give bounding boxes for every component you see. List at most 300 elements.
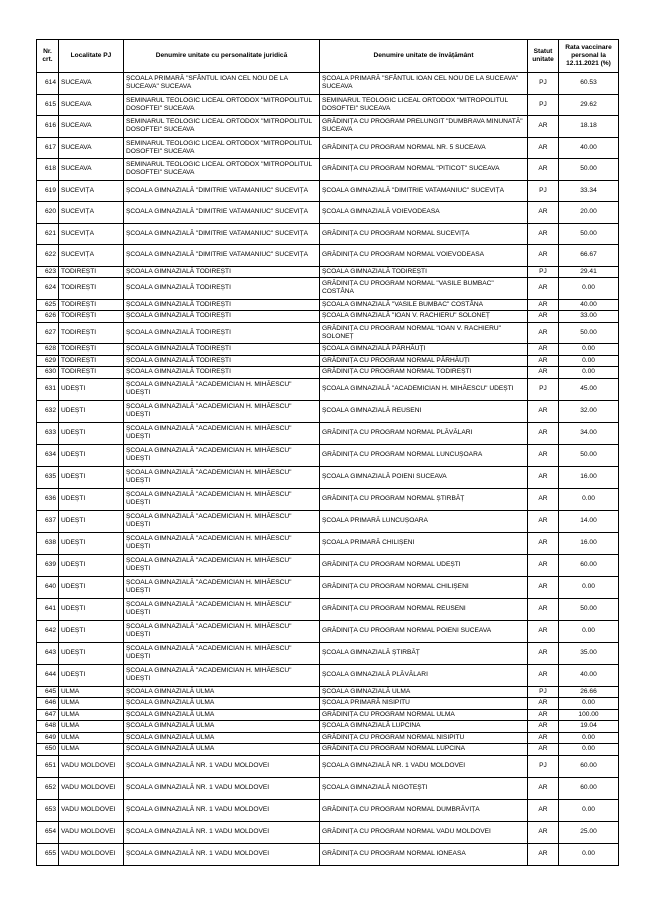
cell-nr: 615	[37, 94, 59, 116]
cell-rata: 0.00	[559, 355, 619, 367]
table-row	[37, 532, 619, 554]
cell-nr: 655	[37, 843, 59, 865]
cell-rata: 0.00	[559, 698, 619, 710]
cell-denumire-pj: ȘCOALA GIMNAZIALĂ ULMA	[124, 732, 320, 744]
cell-denumire-unitate: GRĂDINIȚA CU PROGRAM NORMAL IONEASA	[320, 843, 528, 865]
cell-localitate: TODIREȘTI	[59, 278, 124, 300]
cell-rata: 0.00	[559, 799, 619, 821]
cell-localitate: SUCEAVA	[59, 94, 124, 116]
cell-statut: AR	[528, 510, 559, 532]
cell-rata: 0.00	[559, 344, 619, 356]
cell-denumire-pj: ȘCOALA GIMNAZIALĂ "ACADEMICIAN H. MIHĂESCU" UDEȘTI	[124, 466, 320, 488]
cell-rata: 14.00	[559, 510, 619, 532]
table-row	[37, 422, 619, 444]
cell-denumire-unitate: ȘCOALA GIMNAZIALĂ ULMA	[320, 686, 528, 698]
cell-statut: AR	[528, 355, 559, 367]
cell-denumire-unitate: ȘCOALA GIMNAZIALĂ TODIREȘTI	[320, 266, 528, 278]
cell-statut: AR	[528, 444, 559, 466]
cell-rata: 40.00	[559, 299, 619, 311]
cell-denumire-unitate: ȘCOALA GIMNAZIALĂ LUPCINA	[320, 721, 528, 733]
cell-denumire-pj: ȘCOALA GIMNAZIALĂ NR. 1 VADU MOLDOVEI	[124, 843, 320, 865]
cell-nr: 647	[37, 709, 59, 721]
header-statut: Statut unitate	[528, 40, 559, 73]
cell-denumire-unitate: GRĂDINIȚA CU PROGRAM NORMAL NR. 5 SUCEAVA	[320, 137, 528, 159]
cell-denumire-unitate: GRĂDINIȚA CU PROGRAM NORMAL PĂRHĂUȚI	[320, 355, 528, 367]
table-row	[37, 709, 619, 721]
cell-denumire-unitate: GRĂDINIȚA CU PROGRAM NORMAL UDEȘTI	[320, 554, 528, 576]
cell-statut: AR	[528, 400, 559, 422]
table-body	[37, 73, 619, 866]
header-denumire-pj: Denumire unitate cu personalitate juridică	[124, 40, 320, 73]
cell-denumire-pj: ȘCOALA GIMNAZIALĂ "ACADEMICIAN H. MIHĂESCU" UDEȘTI	[124, 510, 320, 532]
cell-statut: PJ	[528, 378, 559, 400]
cell-rata: 50.00	[559, 322, 619, 344]
cell-nr: 630	[37, 367, 59, 379]
cell-nr: 636	[37, 488, 59, 510]
cell-nr: 627	[37, 322, 59, 344]
cell-nr: 639	[37, 554, 59, 576]
cell-nr: 614	[37, 73, 59, 95]
table-row	[37, 744, 619, 756]
cell-statut: AR	[528, 322, 559, 344]
cell-localitate: UDEȘTI	[59, 642, 124, 664]
cell-nr: 649	[37, 732, 59, 744]
cell-rata: 100.00	[559, 709, 619, 721]
table-row	[37, 664, 619, 686]
cell-nr: 621	[37, 223, 59, 245]
cell-nr: 616	[37, 116, 59, 138]
cell-statut: PJ	[528, 73, 559, 95]
cell-denumire-pj: ȘCOALA GIMNAZIALĂ "ACADEMICIAN H. MIHĂESCU" UDEȘTI	[124, 378, 320, 400]
table-row	[37, 732, 619, 744]
cell-statut: AR	[528, 598, 559, 620]
cell-nr: 634	[37, 444, 59, 466]
cell-localitate: UDEȘTI	[59, 554, 124, 576]
cell-localitate: UDEȘTI	[59, 576, 124, 598]
header-localitate: Localitate PJ	[59, 40, 124, 73]
cell-localitate: SUCEAVA	[59, 73, 124, 95]
cell-denumire-unitate: GRĂDINIȚA CU PROGRAM NORMAL REUSENI	[320, 598, 528, 620]
cell-denumire-pj: ȘCOALA GIMNAZIALĂ NR. 1 VADU MOLDOVEI	[124, 799, 320, 821]
cell-statut: AR	[528, 554, 559, 576]
table-row	[37, 510, 619, 532]
cell-statut: AR	[528, 664, 559, 686]
cell-denumire-pj: ȘCOALA GIMNAZIALĂ "ACADEMICIAN H. MIHĂESCU" UDEȘTI	[124, 642, 320, 664]
cell-statut: AR	[528, 721, 559, 733]
cell-nr: 651	[37, 755, 59, 777]
cell-nr: 619	[37, 180, 59, 202]
cell-rata: 0.00	[559, 278, 619, 300]
cell-rata: 33.34	[559, 180, 619, 202]
cell-localitate: VADU MOLDOVEI	[59, 821, 124, 843]
cell-statut: AR	[528, 116, 559, 138]
vaccination-table	[36, 39, 619, 866]
cell-localitate: SUCEVIȚA	[59, 245, 124, 267]
cell-localitate: ULMA	[59, 744, 124, 756]
cell-localitate: SUCEAVA	[59, 116, 124, 138]
cell-denumire-unitate: ȘCOALA GIMNAZIALĂ "IOAN V. RACHIERU" SOLONEȚ	[320, 311, 528, 323]
cell-denumire-pj: ȘCOALA GIMNAZIALĂ "DIMITRIE VATAMANIUC" SUCEVIȚA	[124, 245, 320, 267]
cell-statut: PJ	[528, 180, 559, 202]
cell-denumire-unitate: GRĂDINIȚA CU PROGRAM NORMAL SUCEVIȚA	[320, 223, 528, 245]
cell-nr: 626	[37, 311, 59, 323]
table-row	[37, 245, 619, 267]
cell-localitate: SUCEVIȚA	[59, 223, 124, 245]
cell-rata: 40.00	[559, 137, 619, 159]
cell-localitate: ULMA	[59, 698, 124, 710]
cell-denumire-pj: ȘCOALA GIMNAZIALĂ ULMA	[124, 744, 320, 756]
cell-rata: 33.00	[559, 311, 619, 323]
cell-denumire-unitate: GRĂDINIȚA CU PROGRAM NORMAL "IOAN V. RACHIERU" SOLONEȚ	[320, 322, 528, 344]
cell-statut: AR	[528, 299, 559, 311]
cell-nr: 640	[37, 576, 59, 598]
cell-denumire-unitate: ȘCOALA GIMNAZIALĂ VOIEVODEASA	[320, 202, 528, 224]
cell-localitate: TODIREȘTI	[59, 311, 124, 323]
cell-rata: 16.00	[559, 466, 619, 488]
cell-localitate: VADU MOLDOVEI	[59, 799, 124, 821]
cell-denumire-unitate: ȘCOALA PRIMARĂ LUNCUȘOARA	[320, 510, 528, 532]
cell-localitate: ULMA	[59, 721, 124, 733]
cell-statut: AR	[528, 344, 559, 356]
table-row	[37, 400, 619, 422]
table-row	[37, 821, 619, 843]
table-row	[37, 322, 619, 344]
cell-localitate: UDEȘTI	[59, 598, 124, 620]
cell-rata: 29.41	[559, 266, 619, 278]
cell-statut: PJ	[528, 94, 559, 116]
cell-localitate: TODIREȘTI	[59, 355, 124, 367]
cell-rata: 50.00	[559, 598, 619, 620]
cell-statut: AR	[528, 732, 559, 744]
cell-nr: 631	[37, 378, 59, 400]
cell-nr: 654	[37, 821, 59, 843]
cell-denumire-pj: ȘCOALA GIMNAZIALĂ "ACADEMICIAN H. MIHĂESCU" UDEȘTI	[124, 598, 320, 620]
header-rata: Rata vaccinare personal la 12.11.2021 (%)	[559, 40, 619, 73]
table-row	[37, 367, 619, 379]
cell-nr: 633	[37, 422, 59, 444]
cell-denumire-pj: SEMINARUL TEOLOGIC LICEAL ORTODOX "MITROPOLITUL DOSOFTEI" SUCEAVA	[124, 137, 320, 159]
cell-denumire-unitate: ȘCOALA GIMNAZIALĂ REUSENI	[320, 400, 528, 422]
cell-denumire-unitate: SEMINARUL TEOLOGIC LICEAL ORTODOX "MITROPOLITUL DOSOFTEI" SUCEAVA	[320, 94, 528, 116]
table-row	[37, 444, 619, 466]
cell-denumire-pj: ȘCOALA GIMNAZIALĂ TODIREȘTI	[124, 266, 320, 278]
cell-denumire-unitate: GRĂDINIȚA CU PROGRAM NORMAL VADU MOLDOVEI	[320, 821, 528, 843]
cell-denumire-pj: ȘCOALA GIMNAZIALĂ ULMA	[124, 709, 320, 721]
cell-nr: 638	[37, 532, 59, 554]
cell-denumire-unitate: ȘCOALA GIMNAZIALĂ ȘTIRBĂȚ	[320, 642, 528, 664]
cell-rata: 60.00	[559, 554, 619, 576]
cell-denumire-pj: SEMINARUL TEOLOGIC LICEAL ORTODOX "MITROPOLITUL DOSOFTEI" SUCEAVA	[124, 116, 320, 138]
cell-nr: 641	[37, 598, 59, 620]
cell-statut: PJ	[528, 755, 559, 777]
cell-denumire-unitate: GRĂDINIȚA CU PROGRAM NORMAL ULMA	[320, 709, 528, 721]
cell-denumire-pj: ȘCOALA GIMNAZIALĂ ULMA	[124, 698, 320, 710]
cell-rata: 0.00	[559, 488, 619, 510]
cell-statut: AR	[528, 709, 559, 721]
cell-denumire-pj: ȘCOALA GIMNAZIALĂ NR. 1 VADU MOLDOVEI	[124, 821, 320, 843]
cell-nr: 645	[37, 686, 59, 698]
cell-denumire-unitate: GRĂDINIȚA CU PROGRAM NORMAL DUMBRĂVIȚA	[320, 799, 528, 821]
cell-denumire-pj: ȘCOALA GIMNAZIALĂ NR. 1 VADU MOLDOVEI	[124, 755, 320, 777]
cell-localitate: UDEȘTI	[59, 444, 124, 466]
cell-rata: 0.00	[559, 576, 619, 598]
table-row	[37, 355, 619, 367]
cell-denumire-pj: ȘCOALA GIMNAZIALĂ "DIMITRIE VATAMANIUC" SUCEVIȚA	[124, 180, 320, 202]
cell-statut: AR	[528, 278, 559, 300]
cell-denumire-unitate: GRĂDINIȚA CU PROGRAM NORMAL ȘTIRBĂȚ	[320, 488, 528, 510]
cell-denumire-pj: ȘCOALA GIMNAZIALĂ TODIREȘTI	[124, 322, 320, 344]
cell-denumire-unitate: ȘCOALA GIMNAZIALĂ POIENI SUCEAVA	[320, 466, 528, 488]
table-row	[37, 755, 619, 777]
cell-statut: AR	[528, 367, 559, 379]
cell-statut: AR	[528, 137, 559, 159]
table-row	[37, 576, 619, 598]
cell-rata: 19.04	[559, 721, 619, 733]
cell-denumire-unitate: GRĂDINIȚA CU PROGRAM NORMAL "PITICOT" SUCEAVA	[320, 159, 528, 181]
table-row	[37, 159, 619, 181]
table-row	[37, 466, 619, 488]
cell-statut: AR	[528, 642, 559, 664]
cell-denumire-unitate: GRĂDINIȚA CU PROGRAM NORMAL VOIEVODEASA	[320, 245, 528, 267]
cell-denumire-pj: ȘCOALA GIMNAZIALĂ "ACADEMICIAN H. MIHĂESCU" UDEȘTI	[124, 532, 320, 554]
table-row	[37, 698, 619, 710]
cell-localitate: ULMA	[59, 686, 124, 698]
cell-localitate: ULMA	[59, 709, 124, 721]
cell-denumire-pj: ȘCOALA GIMNAZIALĂ NR. 1 VADU MOLDOVEI	[124, 777, 320, 799]
table-row	[37, 137, 619, 159]
cell-rata: 34.00	[559, 422, 619, 444]
cell-rata: 60.53	[559, 73, 619, 95]
cell-denumire-unitate: GRĂDINIȚA CU PROGRAM NORMAL POIENI SUCEAVA	[320, 620, 528, 642]
cell-localitate: UDEȘTI	[59, 422, 124, 444]
table-row	[37, 378, 619, 400]
cell-denumire-pj: SEMINARUL TEOLOGIC LICEAL ORTODOX "MITROPOLITUL DOSOFTEI" SUCEAVA	[124, 159, 320, 181]
table-row	[37, 686, 619, 698]
cell-statut: PJ	[528, 266, 559, 278]
cell-localitate: TODIREȘTI	[59, 322, 124, 344]
cell-denumire-pj: ȘCOALA GIMNAZIALĂ "ACADEMICIAN H. MIHĂESCU" UDEȘTI	[124, 422, 320, 444]
cell-statut: AR	[528, 777, 559, 799]
cell-denumire-pj: ȘCOALA GIMNAZIALĂ "ACADEMICIAN H. MIHĂESCU" UDEȘTI	[124, 488, 320, 510]
cell-statut: AR	[528, 821, 559, 843]
cell-rata: 20.00	[559, 202, 619, 224]
cell-localitate: SUCEVIȚA	[59, 180, 124, 202]
cell-rata: 0.00	[559, 843, 619, 865]
cell-localitate: TODIREȘTI	[59, 266, 124, 278]
table-row	[37, 223, 619, 245]
cell-localitate: SUCEAVA	[59, 137, 124, 159]
cell-localitate: UDEȘTI	[59, 378, 124, 400]
cell-localitate: ULMA	[59, 732, 124, 744]
cell-denumire-pj: ȘCOALA GIMNAZIALĂ TODIREȘTI	[124, 355, 320, 367]
cell-localitate: TODIREȘTI	[59, 367, 124, 379]
cell-denumire-unitate: ȘCOALA GIMNAZIALĂ PLĂVĂLARI	[320, 664, 528, 686]
cell-denumire-unitate: GRĂDINIȚA CU PROGRAM NORMAL LUNCUȘOARA	[320, 444, 528, 466]
cell-rata: 50.00	[559, 159, 619, 181]
table-row	[37, 554, 619, 576]
cell-statut: AR	[528, 159, 559, 181]
cell-statut: AR	[528, 576, 559, 598]
cell-nr: 623	[37, 266, 59, 278]
table-row	[37, 94, 619, 116]
cell-statut: AR	[528, 245, 559, 267]
cell-denumire-pj: ȘCOALA GIMNAZIALĂ "DIMITRIE VATAMANIUC" SUCEVIȚA	[124, 202, 320, 224]
cell-nr: 652	[37, 777, 59, 799]
cell-denumire-pj: ȘCOALA GIMNAZIALĂ "DIMITRIE VATAMANIUC" SUCEVIȚA	[124, 223, 320, 245]
cell-statut: AR	[528, 532, 559, 554]
cell-rata: 16.00	[559, 532, 619, 554]
cell-rata: 26.66	[559, 686, 619, 698]
header-denumire-unitate: Denumire unitate de învățământ	[320, 40, 528, 73]
cell-rata: 45.00	[559, 378, 619, 400]
cell-denumire-unitate: GRĂDINIȚA CU PROGRAM NORMAL TODIREȘTI	[320, 367, 528, 379]
cell-rata: 0.00	[559, 732, 619, 744]
table-row	[37, 299, 619, 311]
cell-localitate: UDEȘTI	[59, 532, 124, 554]
cell-nr: 637	[37, 510, 59, 532]
cell-localitate: VADU MOLDOVEI	[59, 777, 124, 799]
cell-denumire-unitate: GRĂDINIȚA CU PROGRAM PRELUNGIT "DUMBRAVA MINUNATĂ" SUCEAVA	[320, 116, 528, 138]
cell-rata: 35.00	[559, 642, 619, 664]
table-row	[37, 311, 619, 323]
cell-statut: AR	[528, 698, 559, 710]
table-row	[37, 202, 619, 224]
cell-nr: 642	[37, 620, 59, 642]
cell-rata: 18.18	[559, 116, 619, 138]
cell-denumire-unitate: ȘCOALA PRIMARĂ "SFÂNTUL IOAN CEL NOU DE LA SUCEAVA" SUCEAVA	[320, 73, 528, 95]
cell-denumire-unitate: ȘCOALA GIMNAZIALĂ NR. 1 VADU MOLDOVEI	[320, 755, 528, 777]
table-row	[37, 598, 619, 620]
cell-localitate: UDEȘTI	[59, 510, 124, 532]
cell-rata: 50.00	[559, 223, 619, 245]
cell-nr: 646	[37, 698, 59, 710]
cell-nr: 643	[37, 642, 59, 664]
cell-denumire-unitate: ȘCOALA GIMNAZIALĂ "DIMITRIE VATAMANIUC" SUCEVIȚA	[320, 180, 528, 202]
cell-statut: AR	[528, 422, 559, 444]
cell-nr: 618	[37, 159, 59, 181]
cell-denumire-pj: ȘCOALA PRIMARĂ "SFÂNTUL IOAN CEL NOU DE LA SUCEAVA" SUCEAVA	[124, 73, 320, 95]
table-row	[37, 777, 619, 799]
cell-denumire-unitate: ȘCOALA PRIMARĂ NISIPITU	[320, 698, 528, 710]
cell-localitate: UDEȘTI	[59, 488, 124, 510]
table-row	[37, 180, 619, 202]
cell-denumire-pj: ȘCOALA GIMNAZIALĂ TODIREȘTI	[124, 367, 320, 379]
cell-nr: 622	[37, 245, 59, 267]
table-row	[37, 721, 619, 733]
cell-denumire-pj: SEMINARUL TEOLOGIC LICEAL ORTODOX "MITROPOLITUL DOSOFTEI" SUCEAVA	[124, 94, 320, 116]
header-nr: Nr. crt.	[37, 40, 59, 73]
table-row	[37, 344, 619, 356]
cell-rata: 25.00	[559, 821, 619, 843]
table-header-row	[37, 40, 619, 73]
cell-statut: AR	[528, 488, 559, 510]
table-row	[37, 73, 619, 95]
table-row	[37, 278, 619, 300]
cell-localitate: TODIREȘTI	[59, 344, 124, 356]
cell-denumire-pj: ȘCOALA GIMNAZIALĂ "ACADEMICIAN H. MIHĂESCU" UDEȘTI	[124, 664, 320, 686]
cell-rata: 29.62	[559, 94, 619, 116]
cell-denumire-pj: ȘCOALA GIMNAZIALĂ TODIREȘTI	[124, 311, 320, 323]
table-row	[37, 799, 619, 821]
cell-localitate: UDEȘTI	[59, 466, 124, 488]
cell-statut: AR	[528, 202, 559, 224]
table-row	[37, 116, 619, 138]
cell-nr: 632	[37, 400, 59, 422]
cell-denumire-pj: ȘCOALA GIMNAZIALĂ ULMA	[124, 721, 320, 733]
table-row	[37, 488, 619, 510]
cell-denumire-unitate: ȘCOALA GIMNAZIALĂ "VASILE BUMBAC" COSTÂNA	[320, 299, 528, 311]
cell-rata: 0.00	[559, 744, 619, 756]
cell-nr: 653	[37, 799, 59, 821]
cell-statut: AR	[528, 744, 559, 756]
cell-rata: 0.00	[559, 367, 619, 379]
cell-nr: 650	[37, 744, 59, 756]
cell-denumire-pj: ȘCOALA GIMNAZIALĂ "ACADEMICIAN H. MIHĂESCU" UDEȘTI	[124, 554, 320, 576]
cell-statut: AR	[528, 799, 559, 821]
cell-nr: 629	[37, 355, 59, 367]
cell-statut: AR	[528, 223, 559, 245]
cell-denumire-pj: ȘCOALA GIMNAZIALĂ "ACADEMICIAN H. MIHĂESCU" UDEȘTI	[124, 400, 320, 422]
cell-nr: 648	[37, 721, 59, 733]
cell-denumire-pj: ȘCOALA GIMNAZIALĂ "ACADEMICIAN H. MIHĂESCU" UDEȘTI	[124, 444, 320, 466]
cell-localitate: VADU MOLDOVEI	[59, 755, 124, 777]
cell-denumire-pj: ȘCOALA GIMNAZIALĂ "ACADEMICIAN H. MIHĂESCU" UDEȘTI	[124, 620, 320, 642]
cell-localitate: UDEȘTI	[59, 620, 124, 642]
cell-denumire-unitate: GRĂDINIȚA CU PROGRAM NORMAL PLĂVĂLARI	[320, 422, 528, 444]
cell-localitate: UDEȘTI	[59, 400, 124, 422]
cell-rata: 32.00	[559, 400, 619, 422]
cell-denumire-pj: ȘCOALA GIMNAZIALĂ "ACADEMICIAN H. MIHĂESCU" UDEȘTI	[124, 576, 320, 598]
cell-rata: 60.00	[559, 755, 619, 777]
cell-denumire-unitate: ȘCOALA GIMNAZIALĂ PĂRHĂUȚI	[320, 344, 528, 356]
table-row	[37, 266, 619, 278]
cell-statut: AR	[528, 620, 559, 642]
cell-rata: 0.00	[559, 620, 619, 642]
cell-denumire-pj: ȘCOALA GIMNAZIALĂ ULMA	[124, 686, 320, 698]
cell-localitate: TODIREȘTI	[59, 299, 124, 311]
cell-nr: 617	[37, 137, 59, 159]
cell-rata: 60.00	[559, 777, 619, 799]
cell-denumire-unitate: ȘCOALA GIMNAZIALĂ NIGOTEȘTI	[320, 777, 528, 799]
table-row	[37, 642, 619, 664]
cell-denumire-unitate: GRĂDINIȚA CU PROGRAM NORMAL NISIPITU	[320, 732, 528, 744]
cell-rata: 40.00	[559, 664, 619, 686]
cell-denumire-pj: ȘCOALA GIMNAZIALĂ TODIREȘTI	[124, 278, 320, 300]
table-row	[37, 843, 619, 865]
cell-nr: 635	[37, 466, 59, 488]
cell-localitate: VADU MOLDOVEI	[59, 843, 124, 865]
cell-localitate: SUCEAVA	[59, 159, 124, 181]
cell-statut: AR	[528, 843, 559, 865]
cell-denumire-unitate: GRĂDINIȚA CU PROGRAM NORMAL CHILIȘENI	[320, 576, 528, 598]
cell-denumire-unitate: GRĂDINIȚA CU PROGRAM NORMAL "VASILE BUMBAC" COSTÂNA	[320, 278, 528, 300]
cell-denumire-pj: ȘCOALA GIMNAZIALĂ TODIREȘTI	[124, 344, 320, 356]
cell-localitate: SUCEVIȚA	[59, 202, 124, 224]
table-row	[37, 620, 619, 642]
cell-nr: 628	[37, 344, 59, 356]
cell-statut: PJ	[528, 686, 559, 698]
cell-statut: AR	[528, 311, 559, 323]
cell-denumire-unitate: GRĂDINIȚA CU PROGRAM NORMAL LUPCINA	[320, 744, 528, 756]
cell-rata: 66.67	[559, 245, 619, 267]
cell-denumire-unitate: ȘCOALA GIMNAZIALĂ "ACADEMICIAN H. MIHĂESCU" UDEȘTI	[320, 378, 528, 400]
cell-statut: AR	[528, 466, 559, 488]
cell-denumire-pj: ȘCOALA GIMNAZIALĂ TODIREȘTI	[124, 299, 320, 311]
cell-rata: 50.00	[559, 444, 619, 466]
cell-denumire-unitate: ȘCOALA PRIMARĂ CHILIȘENI	[320, 532, 528, 554]
cell-nr: 620	[37, 202, 59, 224]
cell-localitate: UDEȘTI	[59, 664, 124, 686]
